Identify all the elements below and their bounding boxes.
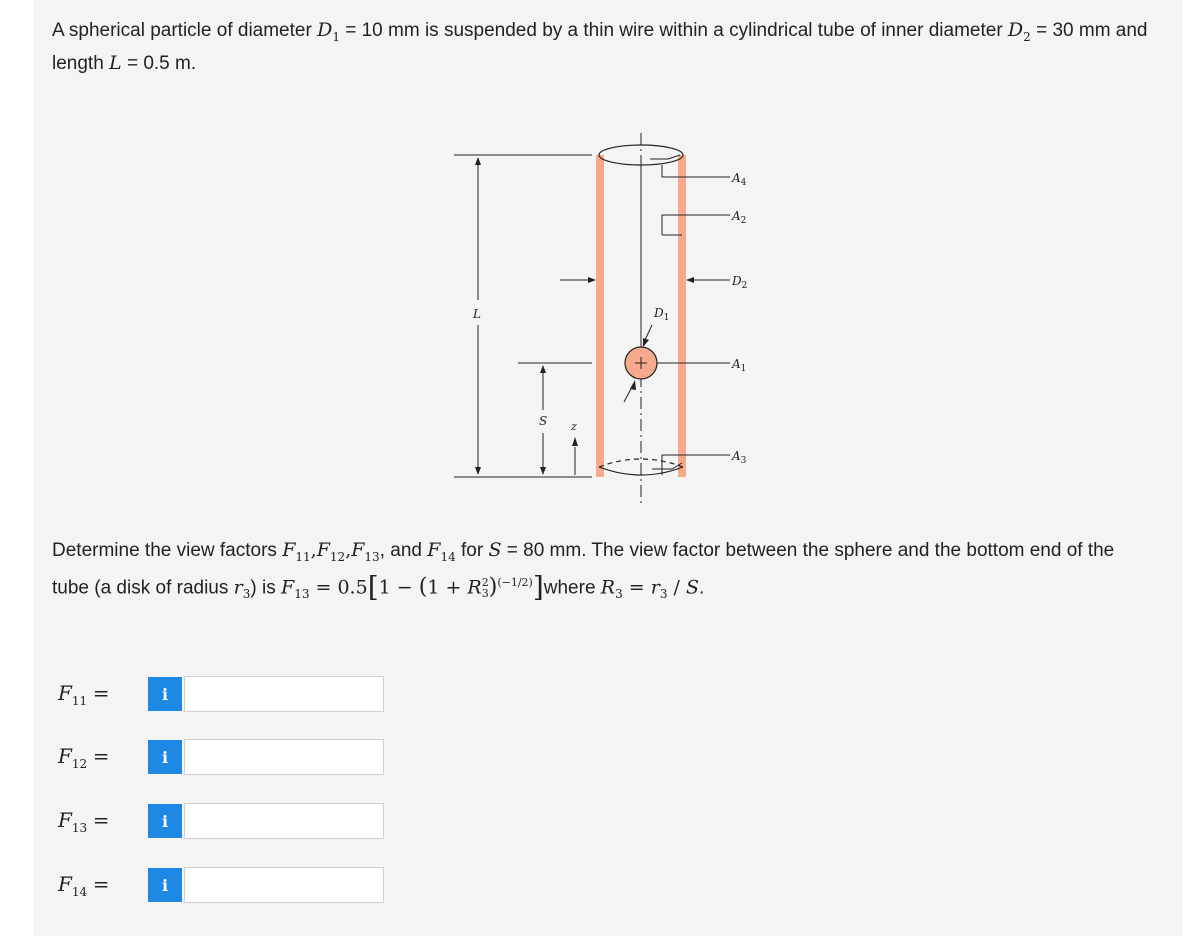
symbol-D2: D <box>1007 19 1024 41</box>
answer-equals: = <box>92 680 110 705</box>
label-A2: $A_2$ <box>732 209 747 226</box>
z-arrowhead <box>572 437 578 446</box>
answer-row-F11 <box>58 674 384 714</box>
period: . <box>699 577 705 599</box>
symbol-R3: R <box>600 576 616 599</box>
answer-symbol-sub: 11 <box>71 693 88 708</box>
symbol-F13-sub: 13 <box>364 549 380 564</box>
symbol-S-def: S <box>685 576 699 599</box>
formula-bracket-open: [ <box>367 570 379 604</box>
info-button-F12[interactable] <box>148 740 182 774</box>
intro-text-1: A spherical particle of diameter <box>52 20 318 41</box>
symbol-D2-sub: 2 <box>1023 29 1031 44</box>
d1-arrowhead-top <box>643 338 649 347</box>
problem-formula <box>52 570 1182 607</box>
symbol-L: L <box>109 51 122 74</box>
intro-text-2: = 10 mm is suspended by a thin wire within a cylindrical tube of inner diameter <box>339 20 1008 41</box>
info-button-F13[interactable] <box>148 804 182 838</box>
symbol-R3-squared: R <box>467 576 482 599</box>
answer-row-F14 <box>58 865 384 905</box>
answer-input-F12[interactable] <box>184 739 384 775</box>
task-text-7: where <box>543 577 601 599</box>
label-z: z <box>571 420 577 433</box>
answer-symbol-sub: 13 <box>71 820 88 835</box>
intro-text-5: = 0.5 m. <box>121 52 197 74</box>
answer-symbol-sub: 12 <box>71 756 88 771</box>
symbol-F13: F <box>351 539 365 561</box>
equals-sign: = <box>622 576 651 599</box>
symbol-F11-sub: 11 <box>295 549 311 564</box>
d2-arrowhead-left <box>588 277 596 283</box>
tube-wall-left <box>596 155 604 477</box>
answer-input-F14[interactable] <box>184 867 384 903</box>
info-icon: i <box>161 875 169 895</box>
symbol-F12-sub: 12 <box>329 549 346 564</box>
a3-bracket <box>652 463 682 469</box>
label-S: S <box>539 414 548 428</box>
intro-text-3: = 30 mm and <box>1030 20 1148 41</box>
info-icon: i <box>161 811 169 831</box>
s-arrowhead-bottom <box>540 467 546 475</box>
answer-label-F14 <box>58 872 148 899</box>
answer-row-F12 <box>58 737 384 777</box>
answer-symbol: F <box>58 807 72 832</box>
a4-leader <box>662 165 730 177</box>
answer-equals: = <box>92 743 110 768</box>
answer-row-F13 <box>58 801 384 841</box>
label-D1: $D_1$ <box>654 306 670 323</box>
intro-text-4: length <box>52 52 110 74</box>
answer-label-F11 <box>58 681 148 708</box>
task-text-3: for <box>455 540 489 561</box>
task-text-5: tube (a disk of radius <box>52 577 234 599</box>
symbol-R3-def-sub: 3 <box>615 587 623 602</box>
info-button-F11[interactable] <box>148 677 182 711</box>
info-icon: i <box>161 747 169 767</box>
symbol-r3-sub: 3 <box>242 587 251 602</box>
symbol-r3-def-sub: 3 <box>659 587 668 602</box>
task-text-2: , and <box>379 540 428 561</box>
symbol-F12: F <box>316 539 330 561</box>
comma-1: , <box>310 539 317 561</box>
answer-symbol-sub: 14 <box>71 884 88 899</box>
symbol-S: S <box>488 539 502 561</box>
formula-one-minus: 1 − <box>378 576 419 599</box>
info-icon: i <box>161 684 169 704</box>
answer-input-F13[interactable] <box>184 803 384 839</box>
answer-equals: = <box>92 871 110 896</box>
formula-exponent: (−1/2) <box>497 576 533 589</box>
formula-one-plus: 1 + <box>427 576 468 599</box>
problem-task <box>52 537 1182 570</box>
task-text-6: ) is <box>250 577 281 599</box>
label-D2: $D_2$ <box>732 274 748 291</box>
label-A1: $A_1$ <box>732 357 747 374</box>
symbol-F14: F <box>427 539 441 561</box>
symbol-F13-formula: F <box>281 576 295 599</box>
label-A3: $A_3$ <box>732 449 747 466</box>
symbol-r3: r <box>233 576 243 599</box>
d1-arrowhead-bottom <box>630 380 636 390</box>
label-L: L <box>473 307 481 321</box>
formula-paren-close: ) <box>488 574 498 600</box>
comma-2: , <box>345 539 352 561</box>
problem-intro <box>52 17 1182 77</box>
formula-bracket-close: ] <box>532 570 544 604</box>
d1-arrow-top <box>645 325 652 340</box>
tube-diagram <box>440 125 770 515</box>
symbol-F14-sub: 14 <box>440 549 456 564</box>
symbol-F13-formula-sub: 13 <box>294 587 310 602</box>
label-A4: $A_4$ <box>732 171 747 188</box>
answer-symbol: F <box>58 743 72 768</box>
symbol-R3-sub: 3 <box>481 587 489 601</box>
d1-arrow-bottom <box>624 387 632 402</box>
symbol-D1: D <box>317 19 333 41</box>
l-arrowhead-bottom <box>475 467 481 475</box>
symbol-r3-def: r <box>650 576 660 599</box>
answer-equals: = <box>92 807 110 832</box>
formula-paren-open: ( <box>418 574 428 600</box>
task-text-1: Determine the view factors <box>52 540 283 561</box>
info-button-F14[interactable] <box>148 868 182 902</box>
symbol-D1-sub: 1 <box>332 29 340 44</box>
answer-label-F12 <box>58 744 148 771</box>
answer-symbol: F <box>58 680 72 705</box>
a2-leader <box>662 215 730 235</box>
a3-leader <box>662 455 730 475</box>
symbol-R3-sup: 2 <box>481 576 489 590</box>
d2-arrowhead-right <box>686 277 694 283</box>
a4-bracket <box>650 155 680 159</box>
symbol-F11: F <box>282 539 296 561</box>
answer-label-F13 <box>58 808 148 835</box>
division-slash: / <box>667 576 686 599</box>
tube-wall-right <box>678 155 686 477</box>
l-arrowhead-top <box>475 157 481 165</box>
answer-input-F11[interactable] <box>184 676 384 712</box>
task-text-4: = 80 mm. The view factor between the sphere and the bottom end of the <box>501 540 1115 561</box>
s-arrowhead-top <box>540 365 546 373</box>
answer-symbol: F <box>58 871 72 896</box>
symbol-R3-scripts <box>482 577 489 599</box>
formula-coefficient: = 0.5 <box>309 576 368 599</box>
